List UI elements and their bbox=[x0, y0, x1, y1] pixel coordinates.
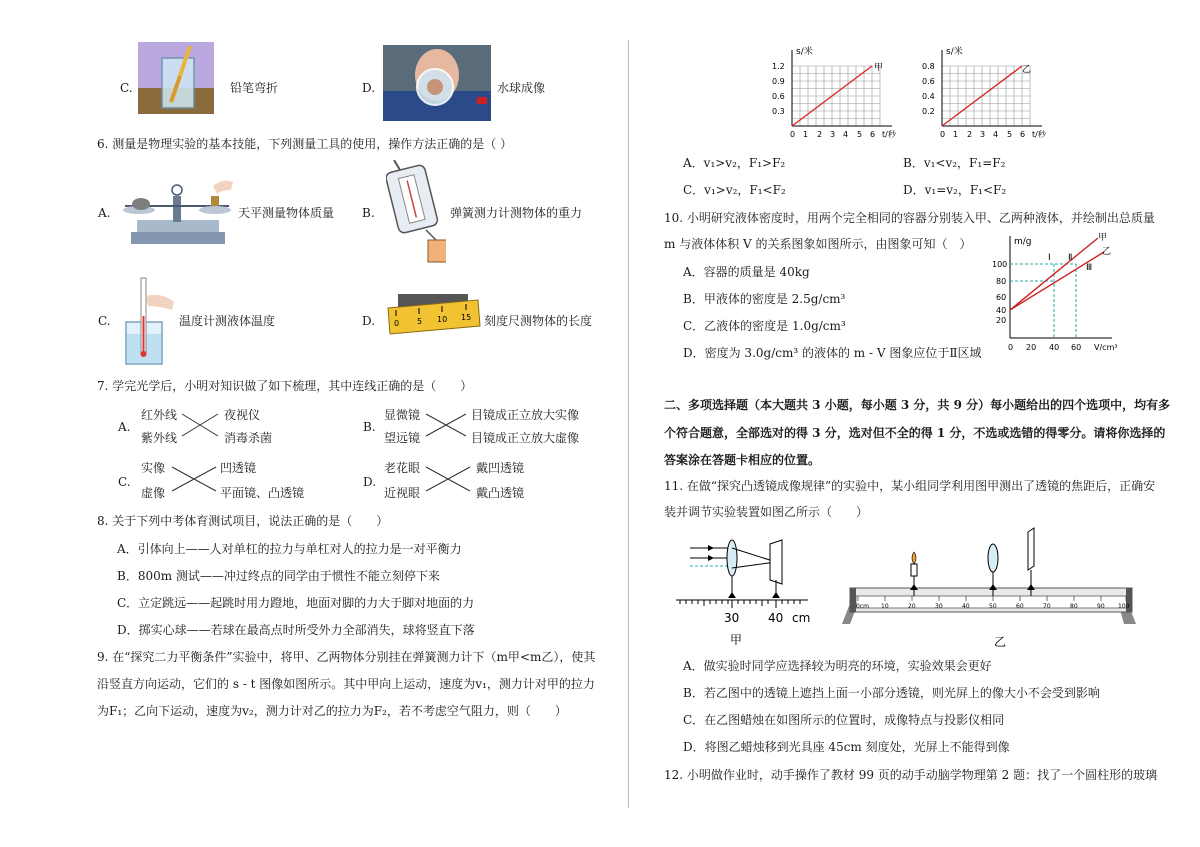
q6-stem: 6. 测量是物理实验的基本技能，下列测量工具的使用，操作方法正确的是（ ） bbox=[97, 137, 513, 151]
graph-jia bbox=[766, 44, 906, 144]
q10-graph-line-jia: 甲 bbox=[1098, 233, 1108, 243]
q6-option-c-text: 温度计测液体温度 bbox=[179, 314, 276, 328]
q10-graph-ytick: 20 bbox=[996, 316, 1007, 325]
q7-d-left1: 老花眼 bbox=[384, 461, 421, 475]
q10-graph-region-2: Ⅱ bbox=[1068, 253, 1073, 263]
q11-jia-caption: 甲 bbox=[730, 633, 743, 647]
bench-tick: 40 bbox=[962, 603, 970, 610]
balance-scale-image bbox=[117, 176, 235, 246]
q9-option-b: B．v₁<v₂，F₁=F₂ bbox=[903, 156, 1006, 170]
water-ball-image bbox=[383, 45, 491, 121]
q7-b-left2: 望远镜 bbox=[384, 431, 421, 445]
graph-yi-ytick: 0.6 bbox=[922, 77, 935, 86]
q7-d-left2: 近视眼 bbox=[384, 486, 421, 500]
thermometer-in-liquid-image bbox=[122, 276, 180, 366]
q5-option-d-label: D. bbox=[362, 81, 376, 95]
q7-c-right2: 平面镜、凸透镜 bbox=[220, 486, 305, 500]
graph-jia-ytick: 0.3 bbox=[772, 107, 785, 116]
graph-jia-ytick: 0.9 bbox=[772, 77, 785, 86]
graph-jia-xtick: 1 bbox=[803, 130, 809, 139]
q8-stem: 8. 关于下列中考体育测试项目，说法正确的是（ ） bbox=[97, 514, 389, 528]
q10-graph-region-3: Ⅲ bbox=[1086, 263, 1093, 273]
q11-jia-unit: cm bbox=[792, 611, 811, 625]
q10-graph-xlabel: V/cm³ bbox=[1094, 343, 1118, 352]
q8-option-d: D．掷实心球——若球在最高点时所受外力全部消失，球将竖直下落 bbox=[117, 623, 475, 637]
graph-yi-xtick: 6 bbox=[1020, 130, 1026, 139]
bench-tick: 30 bbox=[935, 603, 943, 610]
ruler-tick-15: 15 bbox=[461, 313, 472, 322]
q7-c-label: C. bbox=[118, 475, 131, 489]
q7-b-right1: 目镜成正立放大实像 bbox=[471, 408, 580, 422]
q6-option-b-text: 弹簧测力计测物体的重力 bbox=[450, 206, 583, 220]
q11-jia-tick-30: 30 bbox=[724, 611, 740, 625]
q7-a-left1: 红外线 bbox=[141, 408, 178, 422]
q7-stem: 7. 学完光学后，小明对知识做了如下梳理，其中连线正确的是（ ） bbox=[97, 379, 473, 393]
graph-yi-xlabel: t/秒 bbox=[1032, 130, 1046, 139]
q6-option-a-label: A. bbox=[98, 206, 111, 220]
q8-option-c: C．立定跳远——起跳时用力蹬地，地面对脚的力大于脚对地面的力 bbox=[117, 596, 475, 610]
graph-jia-xlabel: t/秒 bbox=[882, 130, 896, 139]
q11-jia-tick-40: 40 bbox=[768, 611, 784, 625]
graph-yi-ylabel: s/米 bbox=[946, 47, 963, 57]
graph-jia-xtick: 0 bbox=[790, 130, 796, 139]
q9-stem-line3: 为F₁；乙向下运动，速度为v₂，测力计对乙的拉力为F₂，若不考虑空气阻力，则（ ） bbox=[97, 704, 567, 718]
graph-yi-xtick: 2 bbox=[967, 130, 973, 139]
q7-d-label: D. bbox=[363, 475, 377, 489]
q12-stem-line1: 12. 小明做作业时，动手操作了教材 99 页的动手动脑学物理第 2 题：找了一个圆柱形的玻璃 bbox=[664, 768, 1158, 782]
q7-c-left2: 虚像 bbox=[141, 486, 166, 500]
q6-option-c-label: C. bbox=[98, 314, 111, 328]
q11-option-b: B．若乙图中的透镜上遮挡上面一小部分透镜，则光屏上的像大小不会受到影响 bbox=[683, 686, 1100, 700]
q5-option-d-text: 水球成像 bbox=[497, 81, 546, 95]
q10-option-c: C．乙液体的密度是 1.0g/cm³ bbox=[683, 319, 846, 333]
q10-graph-ytick: 80 bbox=[996, 277, 1007, 286]
graph-yi bbox=[916, 44, 1056, 144]
q10-graph-xtick: 40 bbox=[1049, 343, 1060, 352]
q10-mass-volume-graph bbox=[988, 230, 1128, 360]
bench-tick: 60 bbox=[1016, 603, 1024, 610]
q8-option-a: A．引体向上——人对单杠的拉力与单杠对人的拉力是一对平衡力 bbox=[117, 542, 462, 556]
graph-jia-xtick: 6 bbox=[870, 130, 876, 139]
q9-option-a: A．v₁>v₂，F₁>F₂ bbox=[683, 156, 786, 170]
spring-scale-image bbox=[386, 160, 446, 266]
bench-tick: 20 bbox=[908, 603, 916, 610]
graph-yi-ytick: 0.4 bbox=[922, 92, 935, 101]
ruler-measurement-image bbox=[386, 292, 482, 342]
q7-b-right2: 目镜成正立放大虚像 bbox=[471, 431, 580, 445]
graph-yi-xtick: 4 bbox=[993, 130, 999, 139]
q11-figure-jia bbox=[672, 536, 812, 648]
q10-graph-xtick: 20 bbox=[1026, 343, 1037, 352]
q10-option-a: A．容器的质量是 40kg bbox=[683, 265, 810, 279]
graph-yi-xtick: 3 bbox=[980, 130, 986, 139]
q5-option-c-text: 铅笔弯折 bbox=[230, 81, 279, 95]
q10-graph-ytick: 40 bbox=[996, 306, 1007, 315]
graph-jia-ylabel: s/米 bbox=[796, 47, 813, 57]
bench-tick: 80 bbox=[1070, 603, 1078, 610]
q7-b-cross-lines bbox=[424, 410, 468, 440]
q9-option-d: D．v₁=v₂，F₁<F₂ bbox=[903, 183, 1007, 197]
graph-yi-series: 乙 bbox=[1022, 65, 1032, 75]
bench-tick: 10 bbox=[881, 603, 889, 610]
q7-a-cross-lines bbox=[180, 410, 220, 440]
q11-stem-line2: 装并调节实验装置如图乙所示（ ） bbox=[664, 505, 869, 519]
graph-yi-ytick: 0.2 bbox=[922, 107, 935, 116]
q10-stem-line2: m 与液体体积 V 的关系图象如图所示，由图象可知（ ） bbox=[664, 237, 972, 251]
q11-option-c: C．在乙图蜡烛在如图所示的位置时，成像特点与投影仪相同 bbox=[683, 713, 1005, 727]
q10-graph-ylabel: m/g bbox=[1014, 237, 1032, 247]
q11-yi-caption: 乙 bbox=[994, 635, 1007, 649]
section2-heading-line1: 二、多项选择题（本大题共 3 小题，每小题 3 分，共 9 分）每小题给出的四个选项中，均有多 bbox=[664, 398, 1171, 412]
q10-stem-line1: 10. 小明研究液体密度时，用两个完全相同的容器分别装入甲、乙两种液体，并绘制出总质量 bbox=[664, 211, 1155, 225]
q6-option-b-label: B. bbox=[362, 206, 375, 220]
q7-d-right1: 戴凹透镜 bbox=[476, 461, 525, 475]
q10-graph-ytick: 60 bbox=[996, 293, 1007, 302]
q5-option-c-label: C. bbox=[120, 81, 133, 95]
q10-graph-xtick: 0 bbox=[1008, 343, 1014, 352]
q7-a-left2: 紫外线 bbox=[141, 431, 178, 445]
column-divider bbox=[628, 40, 629, 808]
q7-c-right1: 凹透镜 bbox=[220, 461, 257, 475]
q6-option-a-text: 天平测量物体质量 bbox=[238, 206, 335, 220]
q11-figure-yi-optical-bench bbox=[832, 526, 1144, 650]
graph-jia-xtick: 4 bbox=[843, 130, 849, 139]
graph-jia-xtick: 5 bbox=[857, 130, 863, 139]
q10-option-b: B．甲液体的密度是 2.5g/cm³ bbox=[683, 292, 846, 306]
q11-stem-line1: 11. 在做“探究凸透镜成像规律”的实验中，某小组同学利用图甲测出了透镜的焦距后，正确安 bbox=[664, 479, 1156, 493]
q7-a-right1: 夜视仪 bbox=[224, 408, 261, 422]
q8-option-b: B．800m 测试——冲过终点的同学由于惯性不能立刻停下来 bbox=[117, 569, 440, 583]
graph-jia-ytick: 0.6 bbox=[772, 92, 785, 101]
q7-d-cross-lines bbox=[424, 463, 472, 495]
q10-graph-line-yi: 乙 bbox=[1102, 247, 1112, 257]
bench-tick: 100 bbox=[1118, 603, 1130, 610]
q7-d-right2: 戴凸透镜 bbox=[476, 486, 525, 500]
bench-tick: 0cm bbox=[856, 603, 869, 610]
q10-graph-region-1: Ⅰ bbox=[1048, 253, 1051, 263]
q7-c-cross-lines bbox=[170, 463, 218, 495]
q7-a-label: A. bbox=[118, 420, 131, 434]
q6-option-d-label: D. bbox=[362, 314, 376, 328]
graph-yi-xtick: 1 bbox=[953, 130, 959, 139]
q10-graph-xtick: 60 bbox=[1071, 343, 1082, 352]
q7-a-right2: 消毒杀菌 bbox=[224, 431, 273, 445]
q10-option-d: D．密度为 3.0g/cm³ 的液体的 m - V 图象应位于Ⅱ区域 bbox=[683, 346, 982, 360]
bench-tick: 70 bbox=[1043, 603, 1051, 610]
q10-graph-ytick: 100 bbox=[992, 260, 1008, 269]
ruler-tick-10: 10 bbox=[437, 315, 448, 324]
graph-yi-ytick: 0.8 bbox=[922, 62, 935, 71]
bench-tick: 90 bbox=[1097, 603, 1105, 610]
ruler-tick-0: 0 bbox=[394, 319, 400, 328]
graph-jia-xtick: 2 bbox=[817, 130, 823, 139]
graph-yi-xtick: 0 bbox=[940, 130, 946, 139]
q11-option-d: D．将图乙蜡烛移到光具座 45cm 刻度处，光屏上不能得到像 bbox=[683, 740, 1010, 754]
section2-heading-line3: 答案涂在答题卡相应的位置。 bbox=[664, 453, 821, 467]
graph-jia-series: 甲 bbox=[874, 63, 884, 73]
section2-heading-line2: 个符合题意，全部选对的得 3 分，选对但不全的得 1 分，不选或选错的得零分。请将你选择的 bbox=[664, 426, 1166, 440]
q7-b-label: B. bbox=[363, 420, 376, 434]
ruler-tick-5: 5 bbox=[417, 317, 423, 326]
graph-jia-ytick: 1.2 bbox=[772, 62, 785, 71]
pencil-in-water-image bbox=[138, 42, 214, 114]
q6-option-d-text: 刻度尺测物体的长度 bbox=[484, 314, 593, 328]
bench-tick: 50 bbox=[989, 603, 997, 610]
graph-yi-xtick: 5 bbox=[1007, 130, 1013, 139]
q9-option-c: C．v₁>v₂，F₁<F₂ bbox=[683, 183, 786, 197]
q9-stem-line2: 沿竖直方向运动，它们的 s - t 图像如图所示。其中甲向上运动，速度为v₁，测力计对甲的拉力 bbox=[97, 677, 595, 691]
graph-jia-xtick: 3 bbox=[830, 130, 836, 139]
q7-b-left1: 显微镜 bbox=[384, 408, 421, 422]
q7-c-left1: 实像 bbox=[141, 461, 166, 475]
q11-option-a: A．做实验时同学应选择较为明亮的环境，实验效果会更好 bbox=[683, 659, 992, 673]
q9-stem-line1: 9. 在“探究二力平衡条件”实验中，将甲、乙两物体分别挂在弹簧测力计下（m甲<m乙），使其 bbox=[97, 650, 596, 664]
